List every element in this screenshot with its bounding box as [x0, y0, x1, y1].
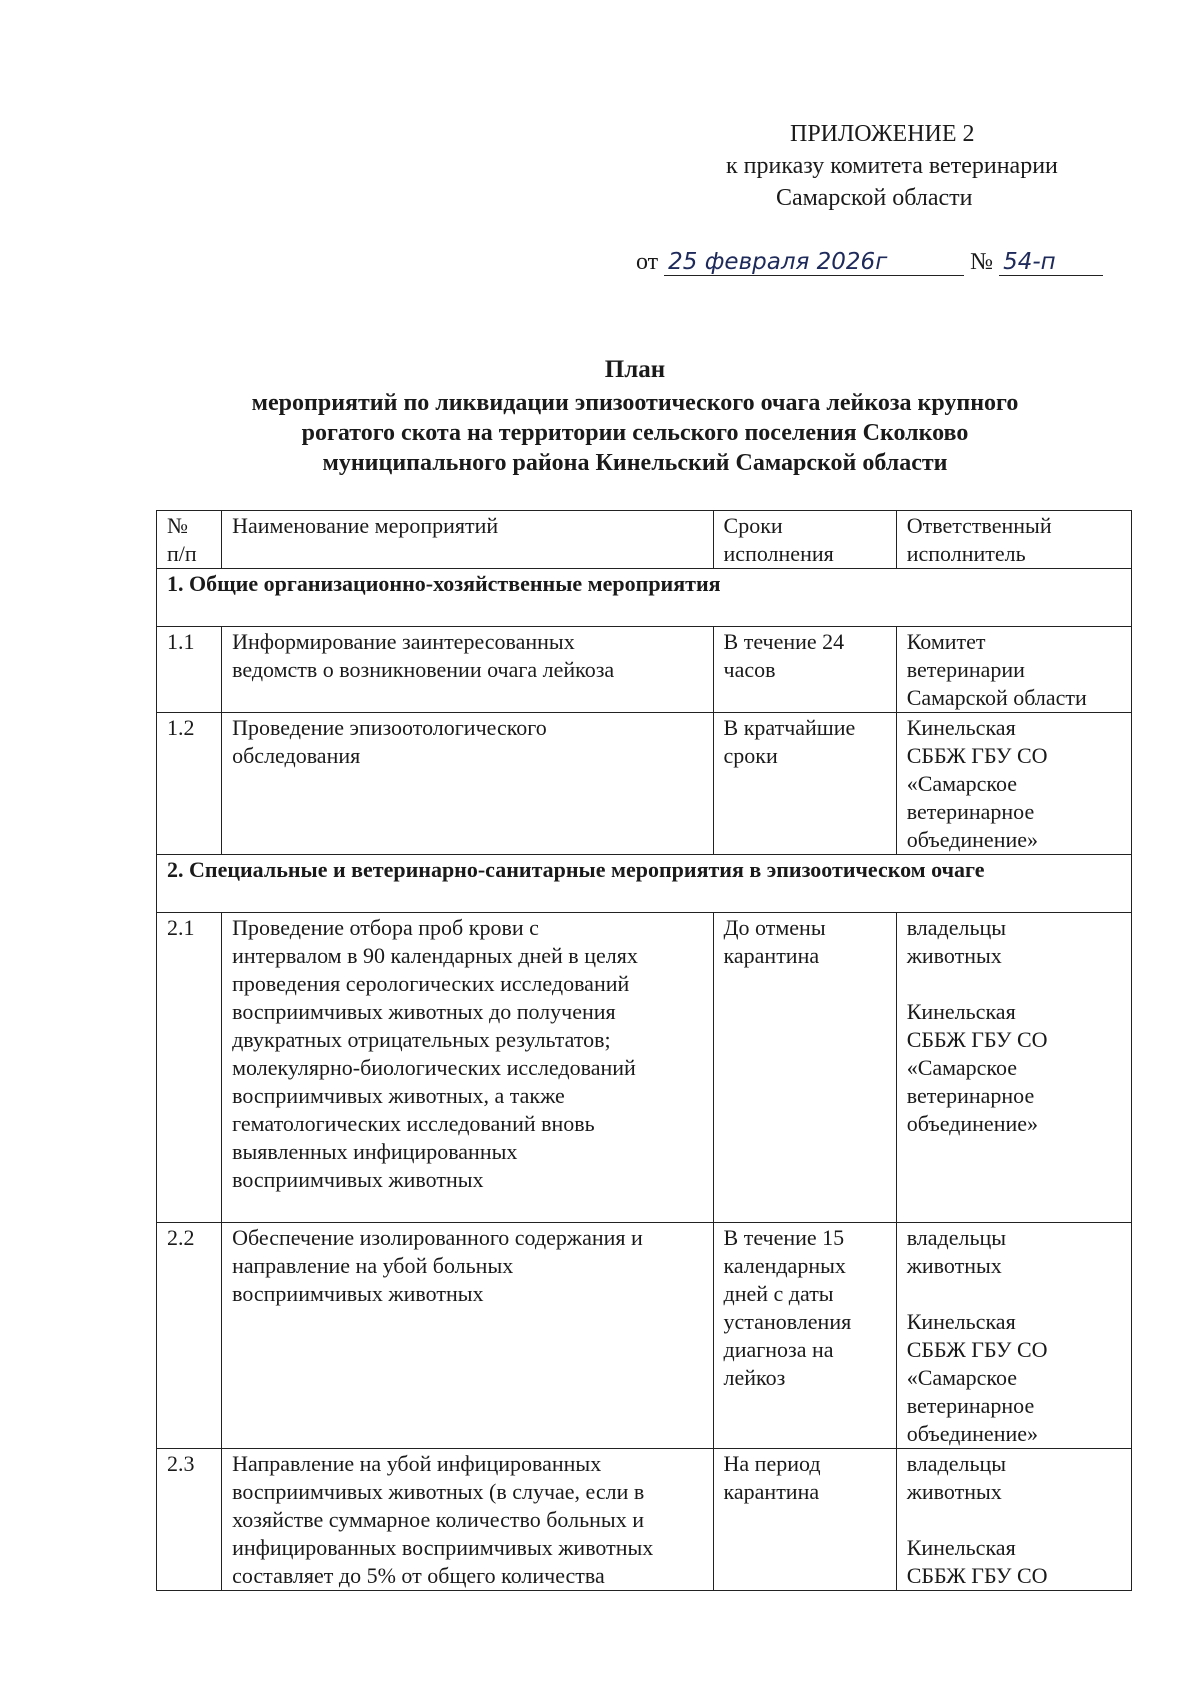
row-name — [222, 913, 713, 1223]
cell-line: календарных — [723, 1253, 846, 1278]
cell-line: обследования — [232, 743, 361, 768]
order-date-handwritten: 25 февраля 2026г — [664, 249, 964, 276]
row-num: 2.2 — [157, 1223, 222, 1449]
cell-line: выявленных инфицированных — [232, 1139, 518, 1164]
cell-line: Обеспечение изолированного содержания и — [232, 1225, 643, 1250]
cell-line: владельцы — [906, 1225, 1007, 1250]
cell-line: Проведение отбора проб крови с — [232, 915, 539, 940]
cell-line: животных — [906, 1253, 1002, 1278]
cell-line: Кинельская — [906, 999, 1016, 1024]
cell-line: СББЖ ГБУ СО — [906, 1027, 1048, 1052]
cell-line: Направление на убой инфицированных — [232, 1451, 602, 1476]
cell-line: В течение 24 — [723, 629, 845, 654]
appendix-region: Самарской области — [776, 185, 973, 211]
row-deadline — [713, 913, 896, 1223]
header-num: № п/п — [157, 511, 222, 569]
cell-line: владельцы — [906, 915, 1007, 940]
table-row — [157, 913, 1132, 1223]
section-title-1: 1. Общие организационно-хозяйственные мероприятия — [167, 571, 721, 596]
order-number-label: № — [970, 249, 994, 275]
title-heading: План — [604, 356, 666, 383]
cell-line: «Самарское — [906, 1055, 1018, 1080]
table-row — [157, 713, 1132, 855]
cell-line: Проведение эпизоотологического — [232, 715, 547, 740]
row-num: 1.2 — [157, 713, 222, 855]
header-name: Наименование мероприятий — [222, 511, 713, 569]
cell-line: ведомств о возникновении очага лейкоза — [232, 657, 615, 682]
table-row — [157, 1449, 1132, 1591]
cell-line: ветеринарии — [906, 657, 1025, 682]
plan-table — [156, 510, 1132, 1591]
appendix-block — [640, 118, 1120, 214]
cell-line: молекулярно-биологических исследований — [232, 1055, 636, 1080]
row-deadline — [713, 713, 896, 855]
cell-line: Информирование заинтересованных — [232, 629, 575, 654]
cell-line — [907, 1280, 1121, 1308]
row-name — [222, 713, 713, 855]
section-row-2 — [157, 855, 1132, 913]
cell-line: СББЖ ГБУ СО — [906, 743, 1048, 768]
cell-line: Самарской области — [906, 685, 1087, 710]
row-responsible — [896, 1449, 1131, 1591]
cell-line: восприимчивых животных, а также — [232, 1083, 565, 1108]
cell-line: хозяйстве суммарное количество больных и — [232, 1507, 644, 1532]
cell-line: объединение» — [906, 827, 1038, 852]
cell-line: составляет до 5% от общего количества — [232, 1563, 605, 1588]
row-deadline — [713, 1449, 896, 1591]
cell-line: объединение» — [906, 1421, 1038, 1446]
cell-line: ветеринарное — [906, 1083, 1035, 1108]
cell-line: инфицированных восприимчивых животных — [232, 1535, 654, 1560]
cell-line: До отмены — [723, 915, 826, 940]
cell-line: объединение» — [906, 1111, 1038, 1136]
cell-line: На период — [723, 1451, 821, 1476]
cell-line: направление на убой больных — [232, 1253, 514, 1278]
cell-line: двукратных отрицательных результатов; — [232, 1027, 611, 1052]
title-line-3: муниципального района Кинельский Самарской области — [322, 450, 948, 476]
table-row — [157, 627, 1132, 713]
cell-line: «Самарское — [906, 771, 1018, 796]
cell-line: часов — [723, 657, 776, 682]
cell-line: дней с даты — [723, 1281, 834, 1306]
cell-line: карантина — [723, 1479, 820, 1504]
cell-line: установления — [723, 1309, 852, 1334]
section-title-2: 2. Специальные и ветеринарно-санитарные мероприятия в эпизоотическом очаге — [167, 857, 985, 882]
table-row — [157, 1223, 1132, 1449]
header-responsible: Ответственный исполнитель — [896, 511, 1131, 569]
cell-line: ветеринарное — [906, 799, 1035, 824]
header-deadline: Сроки исполнения — [713, 511, 896, 569]
cell-line: СББЖ ГБУ СО — [906, 1563, 1048, 1588]
cell-line: В течение 15 — [723, 1225, 845, 1250]
cell-line: Комитет — [906, 629, 986, 654]
row-name — [222, 1449, 713, 1591]
row-deadline — [713, 627, 896, 713]
cell-line: Кинельская — [906, 1535, 1016, 1560]
order-date-line — [636, 246, 1126, 278]
cell-line — [907, 1506, 1121, 1534]
table-header-row — [157, 511, 1132, 569]
appendix-order-ref: к приказу комитета ветеринарии — [726, 153, 1058, 179]
row-num: 2.3 — [157, 1449, 222, 1591]
cell-line: интервалом в 90 календарных дней в целях — [232, 943, 638, 968]
cell-line: гематологических исследований вновь — [232, 1111, 595, 1136]
cell-line: карантина — [723, 943, 820, 968]
row-num: 1.1 — [157, 627, 222, 713]
order-prefix: от — [636, 249, 659, 275]
row-responsible — [896, 627, 1131, 713]
row-deadline — [713, 1223, 896, 1449]
order-number-handwritten: 54-п — [999, 249, 1103, 276]
row-responsible — [896, 1223, 1131, 1449]
cell-line: В кратчайшие — [723, 715, 856, 740]
cell-line: владельцы — [906, 1451, 1007, 1476]
cell-line: ветеринарное — [906, 1393, 1035, 1418]
cell-line: восприимчивых животных до получения — [232, 999, 616, 1024]
row-responsible — [896, 713, 1131, 855]
row-name — [222, 627, 713, 713]
cell-line: проведения серологических исследований — [232, 971, 630, 996]
document-title — [150, 352, 1120, 478]
cell-line: восприимчивых животных — [232, 1281, 484, 1306]
cell-line: «Самарское — [906, 1365, 1018, 1390]
cell-line: животных — [906, 943, 1002, 968]
cell-line: восприимчивых животных — [232, 1167, 484, 1192]
cell-line: лейкоз — [723, 1365, 786, 1390]
row-name — [222, 1223, 713, 1449]
cell-line: сроки — [723, 743, 778, 768]
row-responsible — [896, 913, 1131, 1223]
cell-line: животных — [906, 1479, 1002, 1504]
cell-line: восприимчивых животных (в случае, если в — [232, 1479, 645, 1504]
appendix-title: ПРИЛОЖЕНИЕ 2 — [790, 121, 975, 147]
cell-line: СББЖ ГБУ СО — [906, 1337, 1048, 1362]
row-num: 2.1 — [157, 913, 222, 1223]
title-line-2: рогатого скота на территории сельского поселения Сколково — [301, 420, 969, 446]
cell-line — [907, 970, 1121, 998]
cell-line: диагноза на — [723, 1337, 834, 1362]
cell-line: Кинельская — [906, 1309, 1016, 1334]
cell-line: Кинельская — [906, 715, 1016, 740]
title-line-1: мероприятий по ликвидации эпизоотического очага лейкоза крупного — [251, 390, 1019, 416]
section-row-1 — [157, 569, 1132, 627]
